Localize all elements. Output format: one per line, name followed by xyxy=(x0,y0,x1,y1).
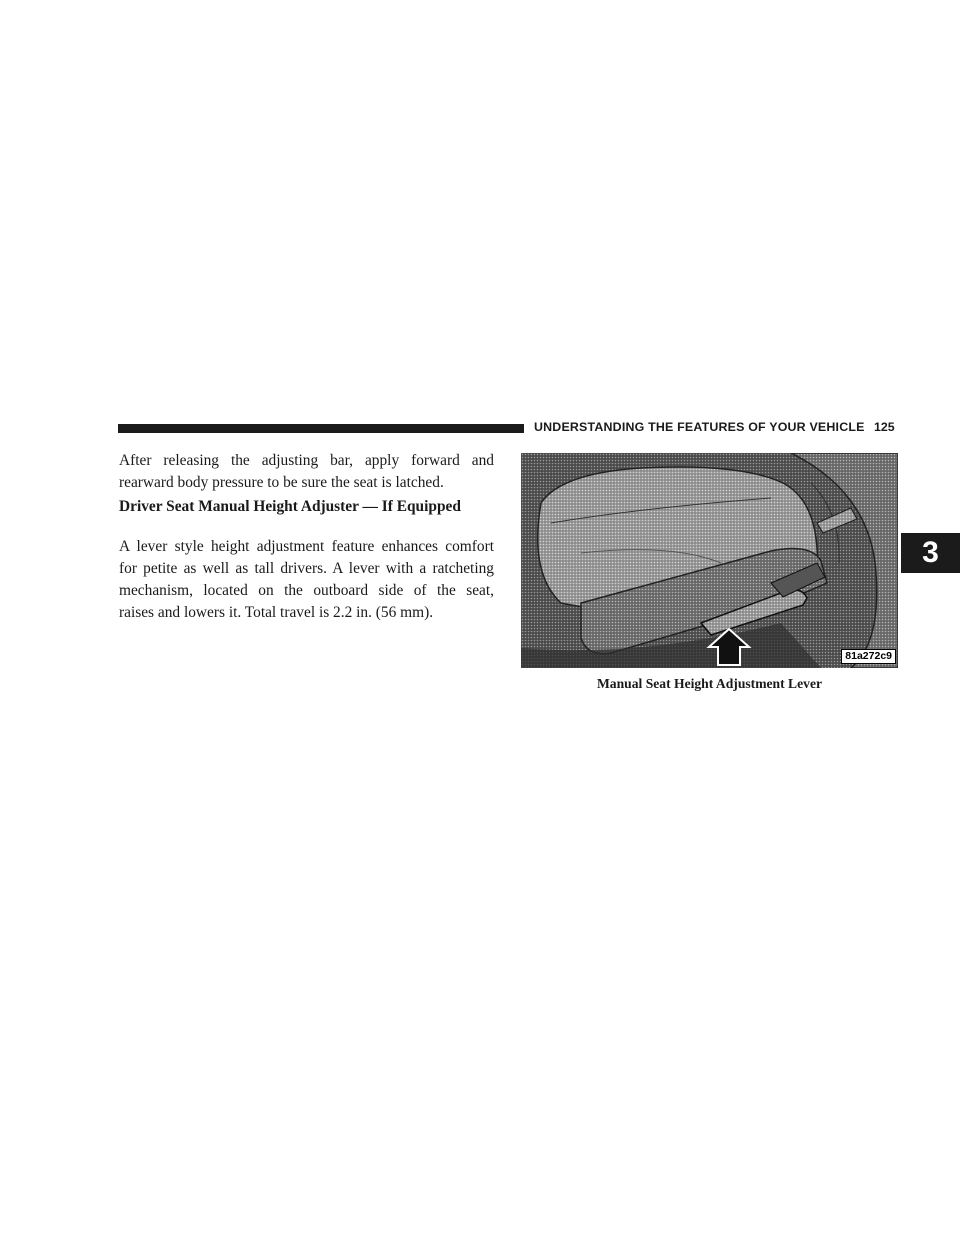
intro-paragraph xyxy=(119,450,494,494)
seat-lever-illustration xyxy=(521,453,898,668)
para-line: raises and lowers it. Total travel is 2.2 in. (56 mm). xyxy=(119,604,434,621)
para-line: mechanism, located on the outboard side of the seat, xyxy=(119,582,494,599)
para-line: for petite as well as tall drivers. A lever with a ratcheting xyxy=(119,560,494,577)
figure-caption: Manual Seat Height Adjustment Lever xyxy=(596,676,823,691)
section-heading: Driver Seat Manual Height Adjuster — If Equipped xyxy=(119,498,461,515)
page-number: 125 xyxy=(874,420,895,434)
figure-id-label: 81a272c9 xyxy=(841,649,896,664)
section-paragraph xyxy=(119,536,494,624)
header-rule xyxy=(118,424,524,433)
seat-illustration-drawing xyxy=(521,453,898,668)
para-line: rearward body pressure to be sure the seat is latched. xyxy=(119,474,444,491)
para-line: A lever style height adjustment feature enhances comfort xyxy=(119,538,494,555)
running-header-title: UNDERSTANDING THE FEATURES OF YOUR VEHICLE xyxy=(534,420,865,434)
para-line: After releasing the adjusting bar, apply forward and xyxy=(119,452,494,469)
chapter-tab: 3 xyxy=(901,533,960,573)
